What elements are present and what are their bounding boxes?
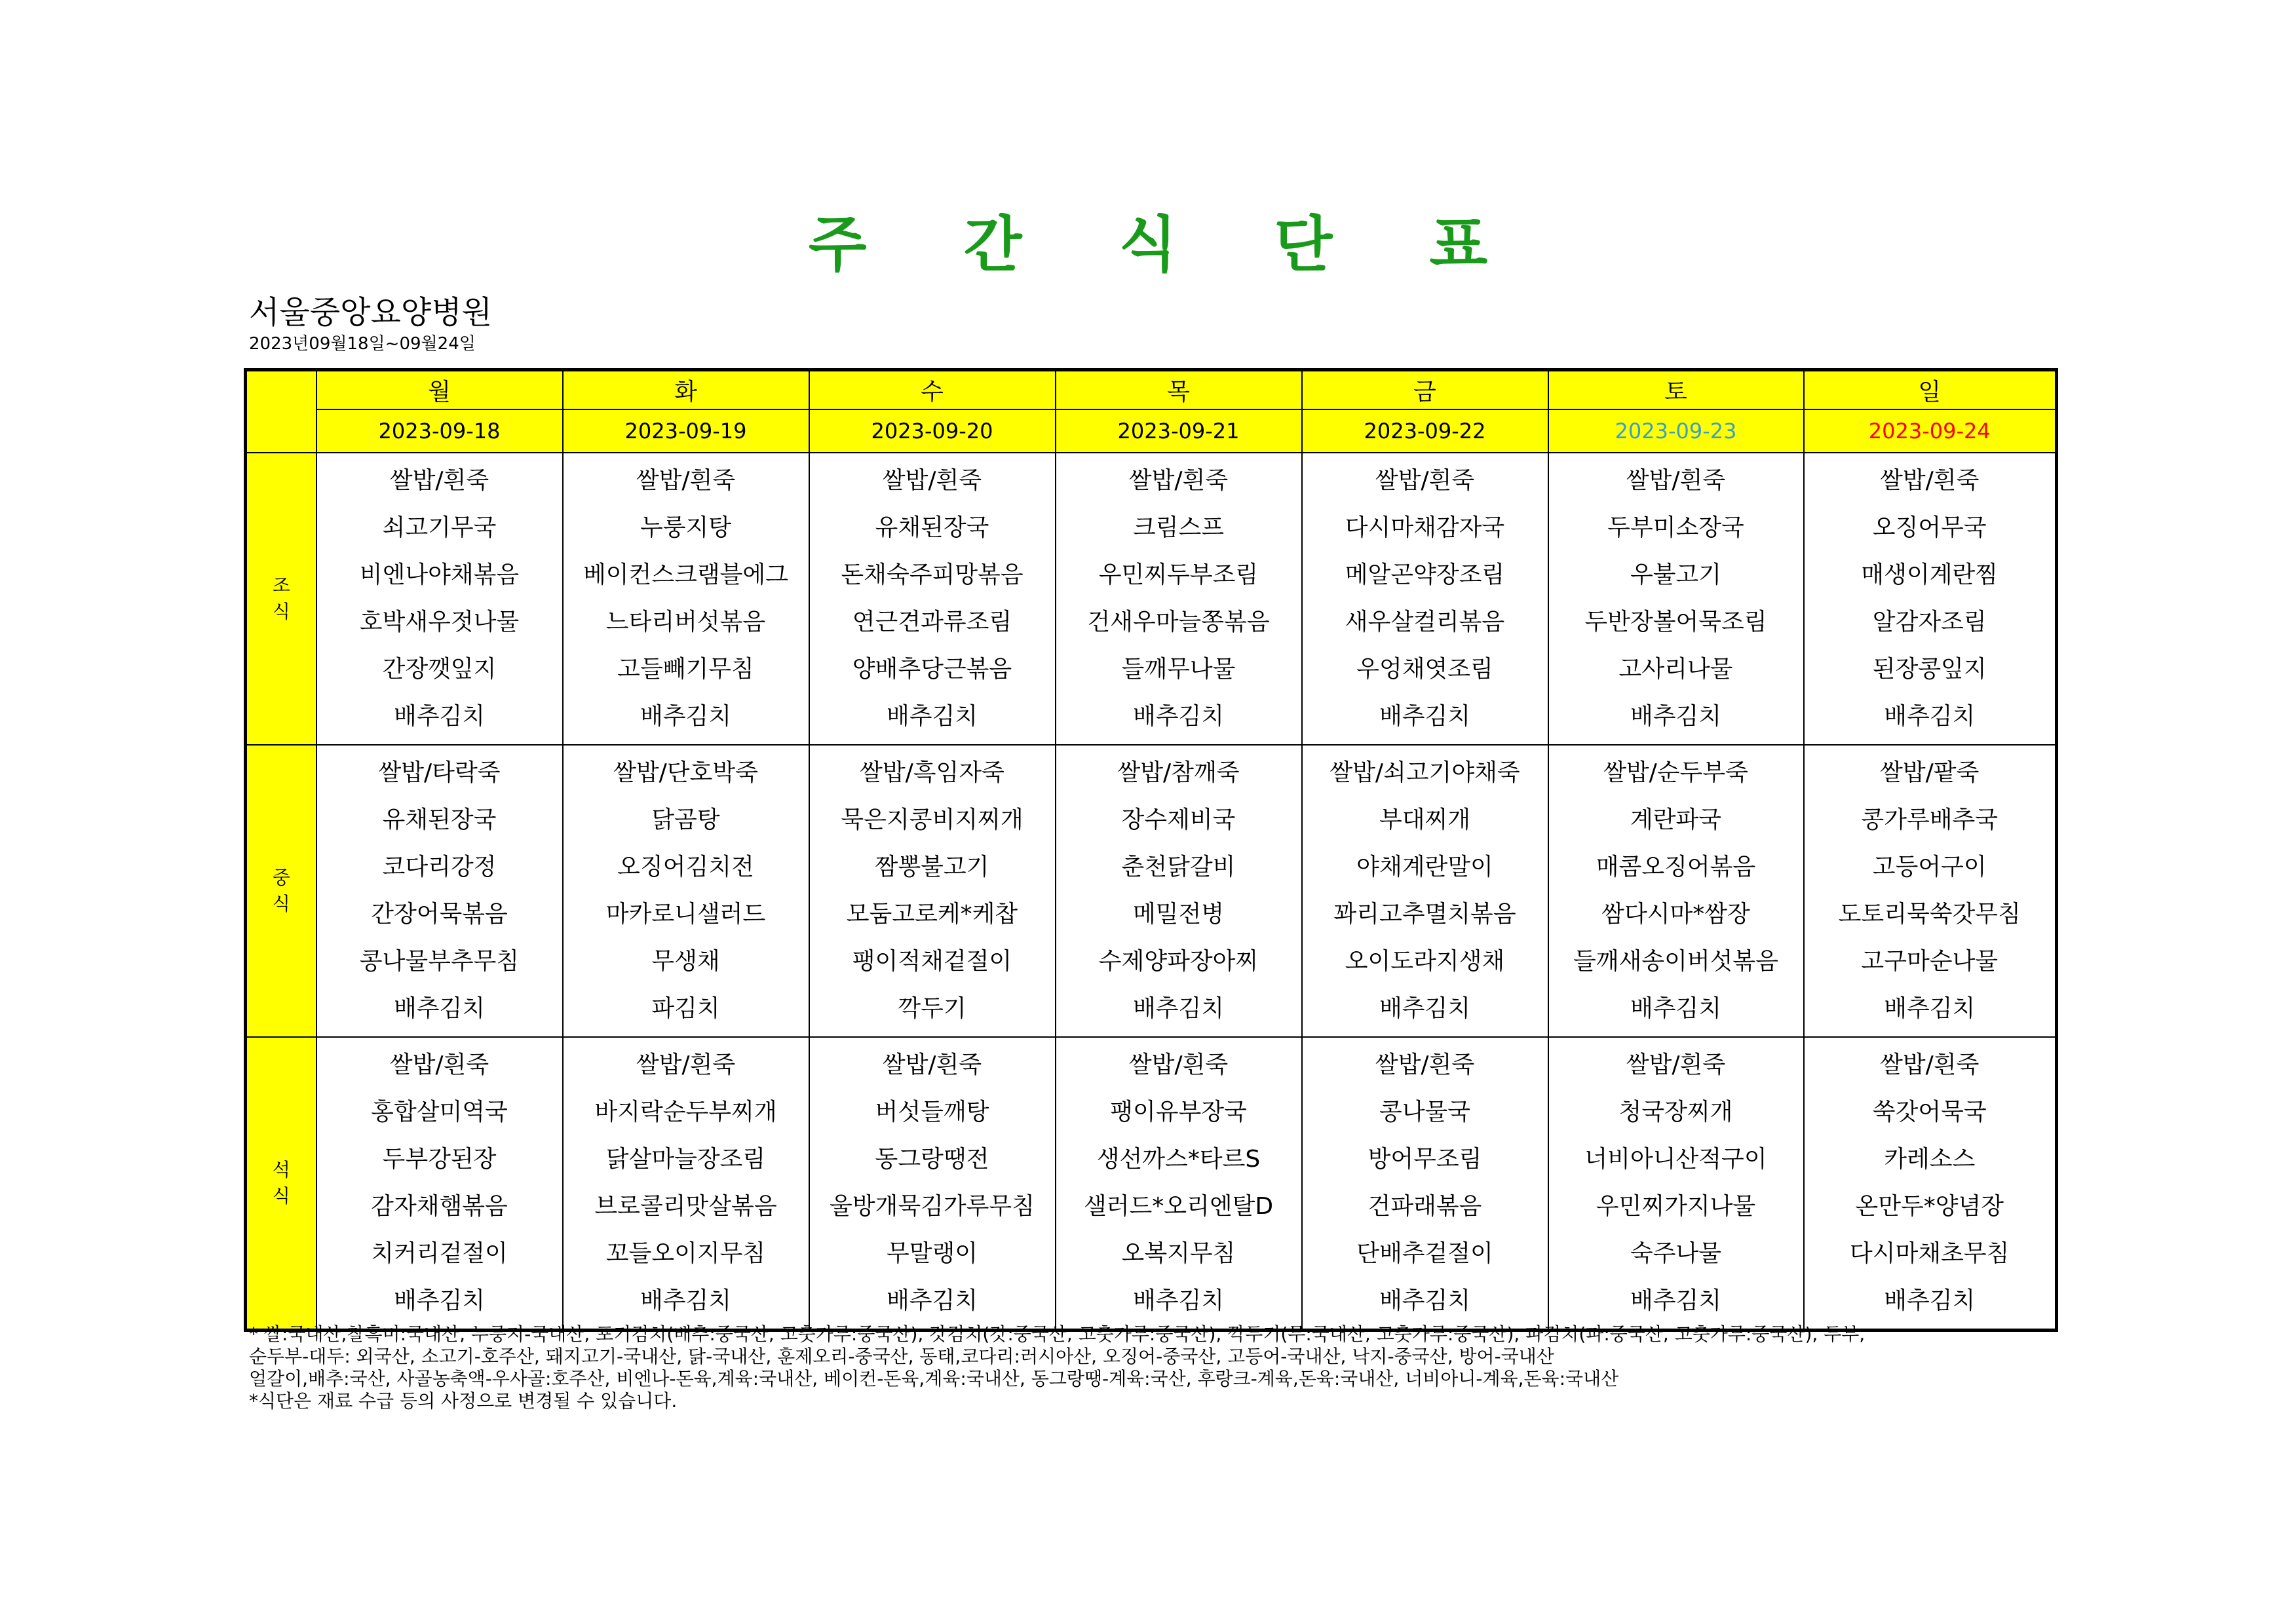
menu-item: 메밀전병 [1132,901,1225,928]
menu-cell [1548,745,1804,1037]
menu-item: 배추김치 [1630,1287,1722,1314]
menu-item: 온만두*양념장 [1855,1193,2004,1220]
menu-item: 닭곰탕 [651,806,720,833]
menu-item: 닭살마늘장조림 [605,1146,766,1173]
hospital-name: 서울중앙요양병원 [249,294,492,331]
menu-item: 홍합살미역국 [371,1099,508,1125]
menu-item: 배추김치 [886,1287,978,1314]
menu-item: 카레소스 [1884,1146,1976,1173]
day-date: 2023-09-24 [1804,409,2057,453]
menu-item: 고들빼기무침 [617,656,754,683]
menu-item: 배추김치 [393,1287,486,1314]
menu-item: 방어무조림 [1368,1146,1482,1173]
menu-item: 건새우마늘쫑볶음 [1087,609,1270,635]
menu-item: 메알곤약장조림 [1345,561,1505,588]
menu-item: 배추김치 [393,995,486,1022]
menu-item: 쌈다시마*쌈장 [1601,901,1750,928]
menu-item: 다시마채초무침 [1850,1240,2010,1267]
menu-list [1805,453,2056,744]
meal-label-char: 식 [272,1185,290,1207]
day-date: 2023-09-18 [316,409,563,453]
menu-item: 쌀밥/흰죽 [1626,1051,1726,1078]
menu-item: 울방개묵김가루무침 [830,1193,1035,1220]
note-line: 순두부-대두: 외국산, 소고기-호주산, 돼지고기-국내산, 닭-국내산, 훈제오리-중국산, 동태,코다리:러시아산, 오징어-중국산, 고등어-국내산, 낙지-중국산, 방어-국내산 [249,1346,1554,1367]
menu-item: 깍두기 [898,995,966,1022]
meal-label-char: 중 [272,867,290,888]
menu-cell [1056,453,1302,745]
menu-item: 쌀밥/흰죽 [389,467,489,494]
menu-item: 계란파국 [1630,806,1722,833]
menu-item: 들깨무나물 [1121,656,1236,683]
menu-item: 느타리버섯볶음 [605,609,766,635]
menu-item: 쌀밥/흰죽 [1375,467,1475,494]
note-line: * 쌀:국내산,찰흑미:국내산, 누룽지-국내산, 포기김치(배추:중국산, 고춧가루:중국산), 갓김치(갓:중국산, 고춧가루:중국산), 깍두기(무:국내산, 고춧가루:중국산), 파김치(파:중국산, 고춧가루:중국산), 두부, [249,1323,1866,1345]
menu-item: 오복지무침 [1121,1240,1236,1267]
menu-list [317,453,562,744]
menu-item: 샐러드*오리엔탈D [1083,1193,1274,1220]
menu-item: 다시마채감자국 [1345,514,1505,541]
menu-item: 돈채숙주피망볶음 [841,561,1024,588]
day-name: 수 [809,370,1056,410]
menu-list [1056,1038,1301,1329]
menu-item: 쌀밥/흑임자죽 [860,759,1004,786]
menu-cell [316,745,563,1037]
menu-item: 마카로니샐러드 [605,901,766,928]
menu-item: 쌀밥/흰죽 [1128,1051,1229,1078]
origin-notes [249,1323,2084,1412]
menu-item: 쌀밥/팥죽 [1880,759,1980,786]
menu-item: 장수제비국 [1121,806,1236,833]
menu-list [1303,1038,1548,1329]
menu-item: 야채계란말이 [1356,854,1493,880]
menu-list [810,1038,1055,1329]
menu-item: 쌀밥/타락죽 [378,759,501,786]
menu-item: 배추김치 [886,703,978,730]
menu-list [1056,746,1301,1036]
meal-label-char: 석 [272,1159,290,1180]
menu-cell [1056,1037,1302,1331]
menu-item: 콩나물국 [1379,1099,1471,1125]
day-date: 2023-09-22 [1302,409,1548,453]
menu-item: 두반장볼어묵조림 [1584,609,1767,635]
menu-item: 쌀밥/쇠고기야채죽 [1330,759,1520,786]
menu-item: 쌀밥/참깨죽 [1117,759,1240,786]
menu-item: 바지락순두부찌개 [594,1099,777,1125]
menu-item: 수제양파장아찌 [1098,948,1259,975]
menu-cell [1804,1037,2057,1331]
menu-list [564,1038,809,1329]
menu-cell [1548,1037,1804,1331]
day-name: 월 [316,370,563,410]
menu-item: 청국장찌개 [1618,1099,1733,1125]
menu-item: 연근견과류조림 [852,609,1012,635]
menu-item: 꼬들오이지무침 [605,1240,766,1267]
menu-item: 비엔나야채볶음 [359,561,520,588]
menu-cell [1548,453,1804,745]
menu-cell [1302,745,1548,1037]
menu-list [810,453,1055,744]
menu-item: 코다리강정 [382,854,497,880]
weekly-menu-table [244,368,2058,1332]
meal-label-char: 조 [272,575,290,596]
day-header-row [246,370,2057,410]
menu-item: 팽이적채겉절이 [852,948,1012,975]
day-date: 2023-09-23 [1548,409,1804,453]
menu-item: 베이컨스크램블에그 [583,561,788,588]
menu-cell [1804,745,2057,1037]
menu-item: 숙주나물 [1630,1240,1722,1267]
date-header-row [246,409,2057,453]
menu-item: 고구마순나물 [1861,948,1999,975]
day-date: 2023-09-19 [563,409,809,453]
menu-period: 2023년09월18일~09월24일 [249,334,476,354]
day-name: 화 [563,370,809,410]
menu-cell [809,1037,1056,1331]
note-line: 얼갈이,배추:국산, 사골농축액-우사골:호주산, 비엔나-돈육,계육:국내산, 베이컨-돈육,계육:국내산, 동그랑땡-계육:국산, 후랑크-계육,돈육:국내산, 너비아니-계육,돈육:국내산 [249,1368,1619,1389]
menu-item: 동그랑땡전 [875,1146,989,1173]
menu-item: 버섯들깨탕 [875,1099,989,1125]
menu-list [1549,1038,1803,1329]
menu-cell [1056,745,1302,1037]
menu-item: 쑥갓어묵국 [1872,1099,1987,1125]
menu-item: 무말랭이 [886,1240,978,1267]
menu-cell [316,1037,563,1331]
menu-item: 배추김치 [1132,995,1225,1022]
menu-item: 크림스프 [1132,514,1225,541]
menu-item: 배추김치 [1379,703,1471,730]
menu-cell [563,745,809,1037]
menu-item: 팽이유부장국 [1110,1099,1247,1125]
menu-item: 오이도라지생채 [1345,948,1505,975]
menu-item: 무생채 [651,948,720,975]
menu-item: 매콤오징어볶음 [1596,854,1756,880]
menu-item: 간장어묵볶음 [371,901,508,928]
meal-row [246,1037,2057,1331]
note-line: *식단은 재료 수급 등의 사정으로 변경될 수 있습니다. [249,1390,678,1412]
menu-item: 들깨새송이버섯볶음 [1573,948,1778,975]
menu-item: 오징어김치전 [617,854,754,880]
menu-item: 꽈리고추멸치볶음 [1333,901,1516,928]
meal-row [246,745,2057,1037]
menu-item: 우민찌두부조림 [1098,561,1259,588]
meal-row [246,453,2057,745]
menu-item: 쌀밥/흰죽 [636,1051,736,1078]
menu-item: 쌀밥/흰죽 [636,467,736,494]
meal-label [246,1037,316,1331]
menu-item: 우불고기 [1630,561,1722,588]
menu-item: 우민찌가지나물 [1596,1193,1756,1220]
meal-label [246,453,316,745]
menu-list [1549,746,1803,1036]
menu-item: 배추김치 [1132,703,1225,730]
menu-item: 생선까스*타르S [1096,1146,1261,1173]
meal-label-char: 식 [272,601,290,622]
menu-item: 배추김치 [1379,1287,1471,1314]
menu-cell [563,1037,809,1331]
menu-item: 건파래볶음 [1368,1193,1482,1220]
menu-item: 쌀밥/흰죽 [1375,1051,1475,1078]
menu-item: 춘천닭갈비 [1121,854,1236,880]
menu-item: 누룽지탕 [640,514,732,541]
menu-item: 단배추겉절이 [1356,1240,1493,1267]
menu-list [810,746,1055,1036]
menu-item: 감자채햄볶음 [371,1193,508,1220]
menu-item: 모둠고로케*케찹 [846,901,1018,928]
menu-item: 쇠고기무국 [382,514,497,541]
menu-item: 배추김치 [1132,1287,1225,1314]
day-name: 금 [1302,370,1548,410]
menu-cell [316,453,563,745]
menu-item: 치커리겉절이 [371,1240,508,1267]
menu-list [1805,1038,2056,1329]
menu-item: 두부강된장 [382,1146,497,1173]
menu-item: 콩가루배추국 [1861,806,1999,833]
menu-item: 배추김치 [640,1287,732,1314]
menu-item: 쌀밥/흰죽 [882,1051,982,1078]
menu-item: 간장깻잎지 [382,656,497,683]
menu-list [1549,453,1803,744]
menu-cell [1302,1037,1548,1331]
menu-cell [1804,453,2057,745]
menu-list [1303,746,1548,1036]
menu-item: 알감자조림 [1872,609,1987,635]
menu-item: 배추김치 [1884,703,1976,730]
menu-item: 배추김치 [393,703,486,730]
menu-item: 양배추당근볶음 [852,656,1012,683]
menu-cell [809,453,1056,745]
menu-item: 배추김치 [640,703,732,730]
menu-item: 배추김치 [1630,995,1722,1022]
menu-list [1303,453,1548,744]
menu-item: 된장콩잎지 [1872,656,1987,683]
menu-item: 짬뽕불고기 [875,854,989,880]
day-name: 목 [1056,370,1302,410]
menu-item: 고사리나물 [1618,656,1733,683]
menu-item: 파김치 [651,995,720,1022]
menu-cell [1302,453,1548,745]
menu-item: 유채된장국 [382,806,497,833]
day-date: 2023-09-20 [809,409,1056,453]
menu-item: 콩나물부추무침 [359,948,520,975]
menu-item: 고등어구이 [1872,854,1987,880]
meal-label [246,745,316,1037]
menu-cell [563,453,809,745]
menu-list [564,453,809,744]
menu-item: 배추김치 [1630,703,1722,730]
menu-item: 배추김치 [1379,995,1471,1022]
menu-cell [809,745,1056,1037]
menu-item: 쌀밥/흰죽 [1880,1051,1980,1078]
menu-item: 배추김치 [1884,1287,1976,1314]
menu-item: 오징어무국 [1872,514,1987,541]
day-name: 일 [1804,370,2057,410]
menu-item: 유채된장국 [875,514,989,541]
menu-item: 매생이계란찜 [1861,561,1999,588]
menu-item: 쌀밥/흰죽 [1626,467,1726,494]
corner-cell [246,370,316,453]
menu-item: 호박새우젓나물 [359,609,520,635]
day-date: 2023-09-21 [1056,409,1302,453]
menu-list [317,1038,562,1329]
menu-list [564,746,809,1036]
menu-item: 쌀밥/흰죽 [882,467,982,494]
menu-item: 새우살컬리볶음 [1345,609,1505,635]
menu-item: 부대찌개 [1379,806,1471,833]
menu-item: 쌀밥/순두부죽 [1603,759,1748,786]
meal-label-char: 식 [272,893,290,915]
menu-item: 너비아니산적구이 [1584,1146,1767,1173]
menu-item: 쌀밥/흰죽 [1128,467,1229,494]
menu-item: 배추김치 [1884,995,1976,1022]
menu-item: 브로콜리맛살볶음 [594,1193,777,1220]
menu-item: 도토리묵쑥갓무침 [1838,901,2021,928]
menu-item: 쌀밥/흰죽 [389,1051,489,1078]
day-name: 토 [1548,370,1804,410]
menu-list [1805,746,2056,1036]
menu-list [1056,453,1301,744]
menu-list [317,746,562,1036]
page-title: 주 간 식 단 표 [808,210,1526,280]
menu-item: 쌀밥/단호박죽 [613,759,758,786]
menu-item: 쌀밥/흰죽 [1880,467,1980,494]
menu-item: 우엉채엿조림 [1356,656,1493,683]
menu-item: 두부미소장국 [1607,514,1744,541]
menu-item: 묵은지콩비지찌개 [841,806,1024,833]
